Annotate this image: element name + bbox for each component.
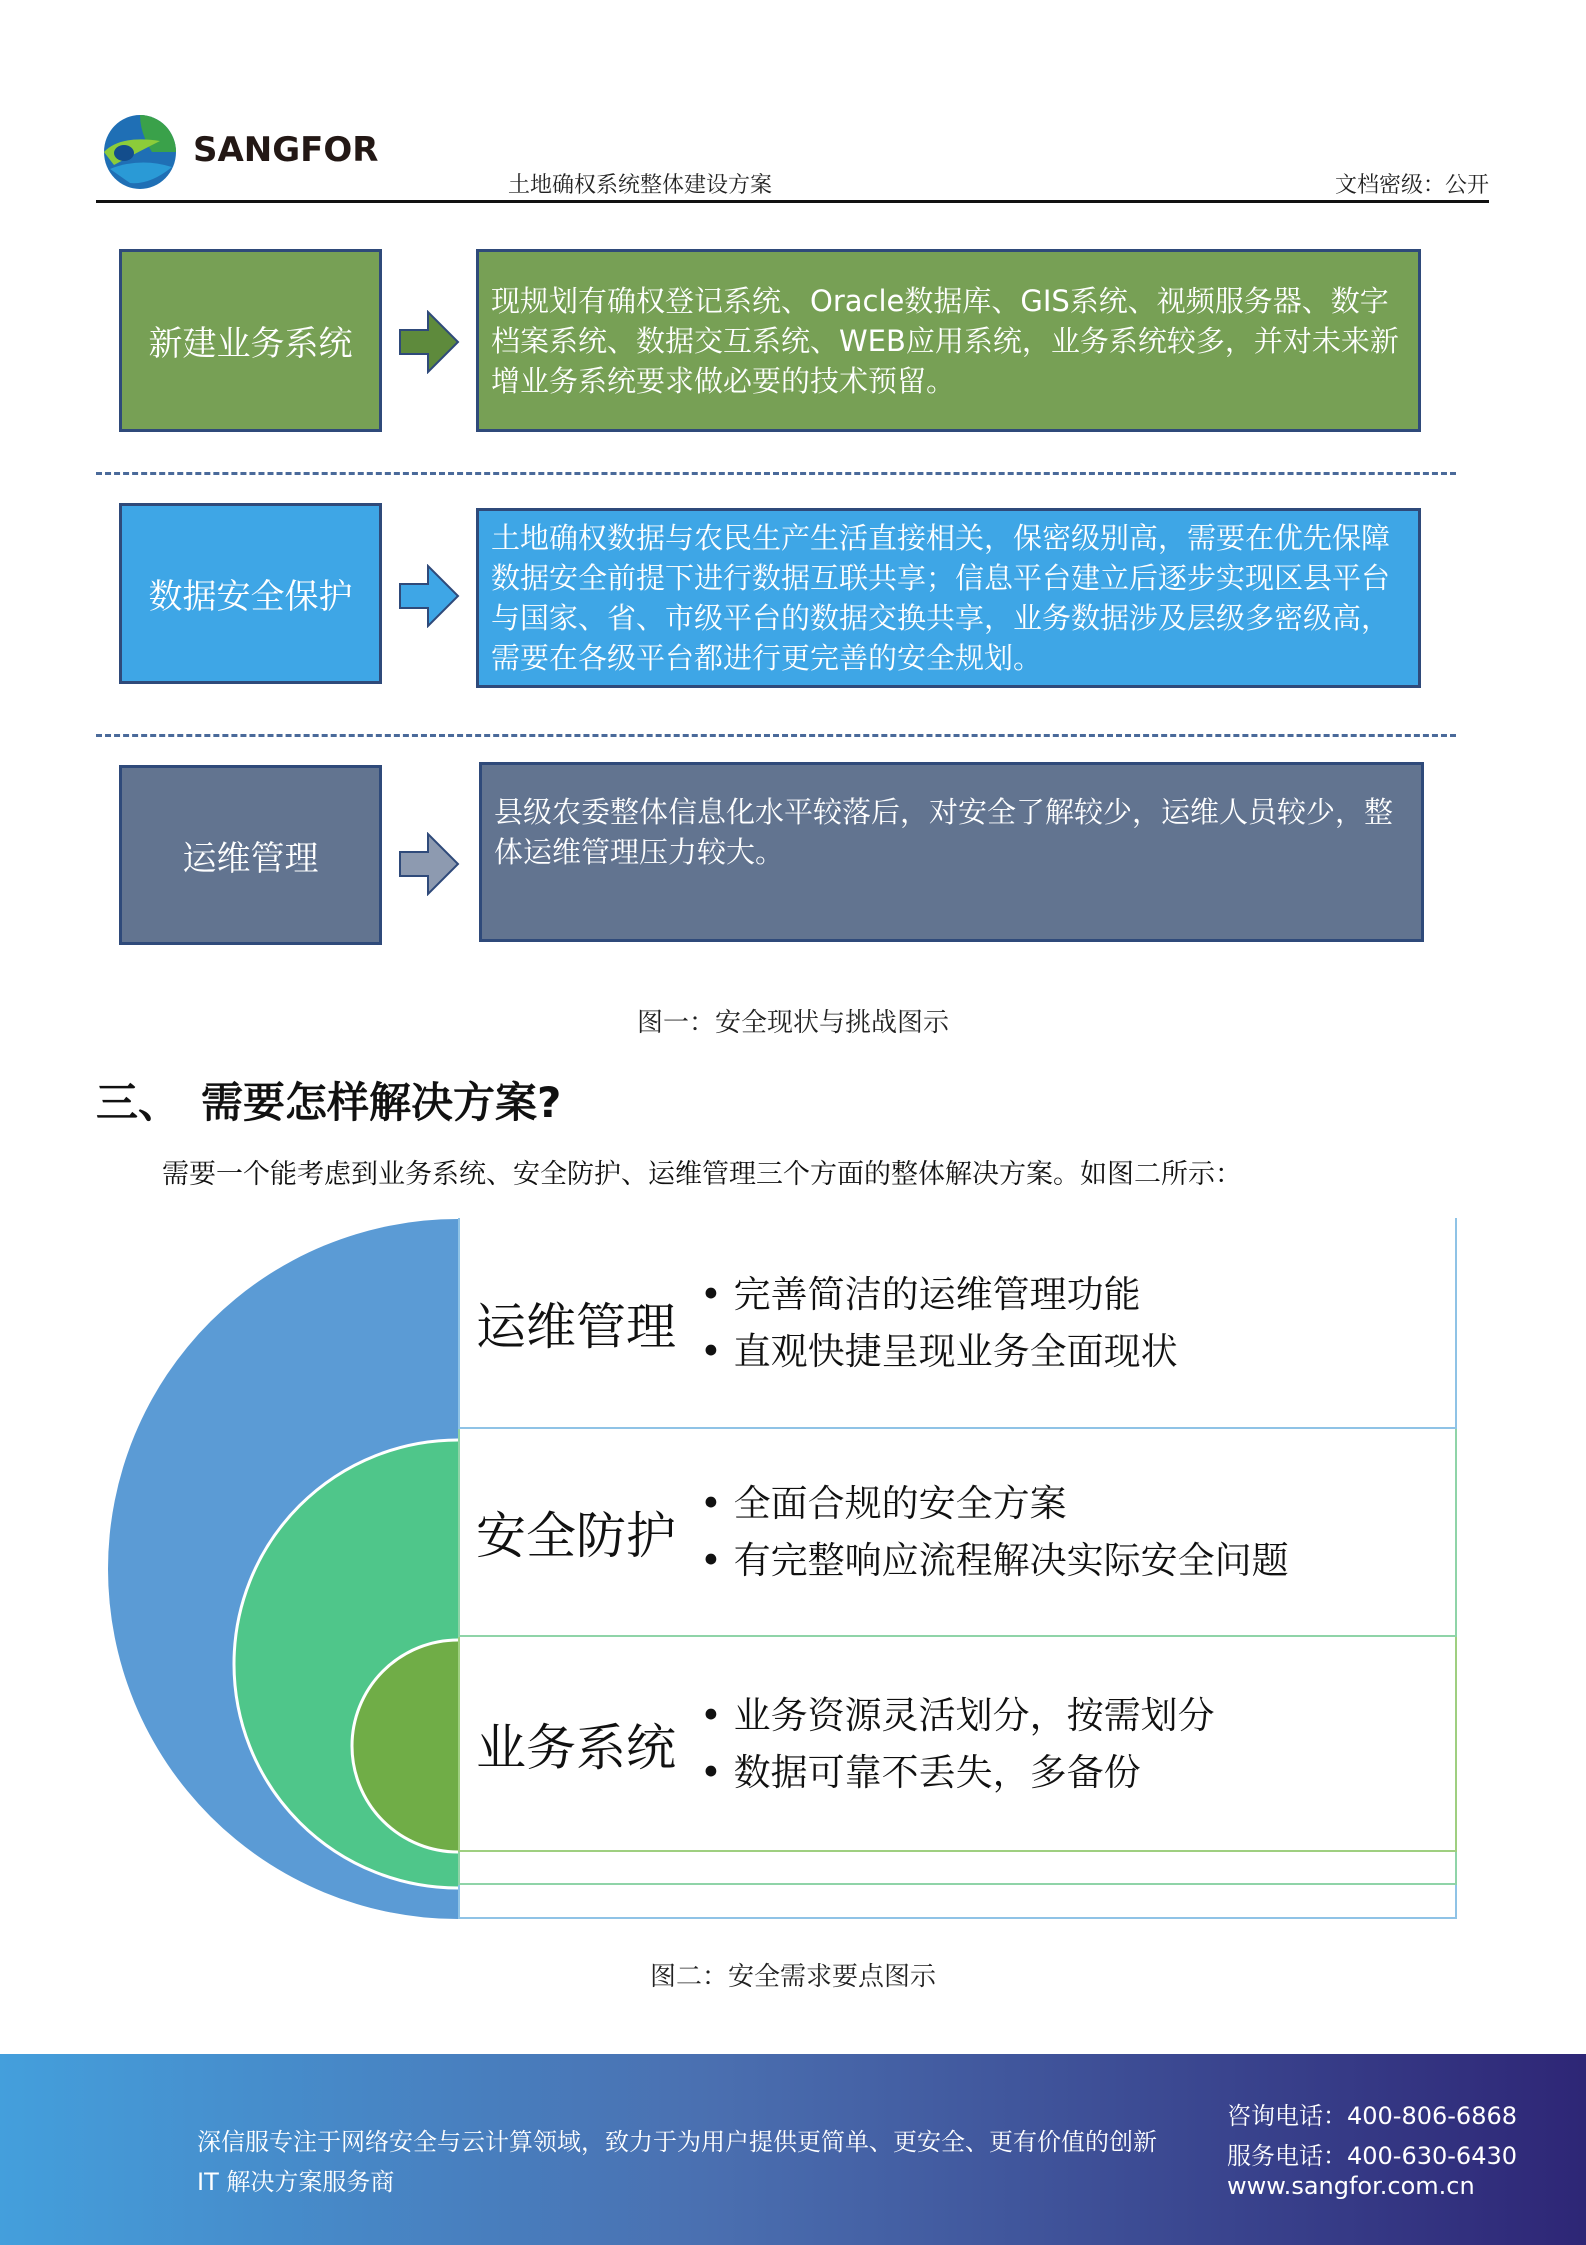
layered-circles-diagram xyxy=(100,1215,460,1923)
need-bullet: • 全面合规的安全方案 xyxy=(700,1475,1289,1532)
challenge-label-data-security: 数据安全保护 xyxy=(119,503,382,684)
header-divider xyxy=(96,200,1489,203)
need-bullet: • 有完整响应流程解决实际安全问题 xyxy=(700,1532,1289,1589)
need-bullet: • 业务资源灵活划分，按需划分 xyxy=(700,1687,1215,1744)
figure2-caption: 图二：安全需求要点图示 xyxy=(649,1962,936,1992)
classification: 文档密级：公开 xyxy=(1334,173,1489,198)
figure1-caption: 图一：安全现状与挑战图示 xyxy=(636,1008,949,1038)
arrow-right-icon xyxy=(398,832,460,896)
sangfor-logo-icon xyxy=(100,113,180,191)
challenge-desc-business: 现规划有确权登记系统、Oracle数据库、GIS系统、视频服务器、数字档案系统、数据交互系统、WEB应用系统，业务系统较多，并对未来新增业务系统要求做必要的技术预留。 xyxy=(476,249,1421,432)
challenge-desc-ops: 县级农委整体信息化水平较落后，对安全了解较少，运维人员较少，整体运维管理压力较大。 xyxy=(479,762,1424,942)
empty-row xyxy=(458,1852,1457,1885)
need-row-business xyxy=(458,1637,1457,1852)
need-row-security xyxy=(458,1429,1457,1637)
challenge-desc-data-security: 土地确权数据与农民生产生活直接相关，保密级别高，需要在优先保障数据安全前提下进行数据互联共享；信息平台建立后逐步实现区县平台与国家、省、市级平台的数据交换共享，业务数据涉及层级多密级高，需要在各级平台都进行更完善的安全规划。 xyxy=(476,508,1421,688)
challenge-label-business: 新建业务系统 xyxy=(119,249,382,432)
logo-text: SANGFOR xyxy=(193,130,379,170)
footer-slogan-line2: IT 解决方案服务商 xyxy=(197,2168,395,2196)
need-row-ops xyxy=(458,1218,1457,1429)
website-link[interactable]: www.sangfor.com.cn xyxy=(1227,2172,1475,2200)
doc-title: 土地确权系统整体建设方案 xyxy=(508,173,773,198)
section-paragraph: 需要一个能考虑到业务系统、安全防护、运维管理三个方面的整体解决方案。如图二所示： xyxy=(162,1159,1242,1190)
need-label: 安全防护 xyxy=(476,1507,676,1565)
empty-row xyxy=(458,1885,1457,1919)
need-bullet: • 直观快捷呈现业务全面现状 xyxy=(700,1323,1178,1380)
footer-slogan-line1: 深信服专注于网络安全与云计算领域，致力于为用户提供更简单、更安全、更有价值的创新 xyxy=(197,2128,1157,2156)
section-heading: 三、 需要怎样解决方案? xyxy=(96,1078,562,1127)
arrow-right-icon xyxy=(398,310,460,374)
need-label: 业务系统 xyxy=(476,1718,676,1777)
need-label: 运维管理 xyxy=(476,1297,676,1356)
challenge-label-ops: 运维管理 xyxy=(119,765,382,945)
dashed-divider xyxy=(96,472,1456,475)
arrow-right-icon xyxy=(398,564,460,628)
need-bullet: • 完善简洁的运维管理功能 xyxy=(700,1266,1178,1323)
service-phone: 服务电话：400-630-6430 xyxy=(1227,2142,1518,2170)
consult-phone: 咨询电话：400-806-6868 xyxy=(1227,2102,1518,2130)
dashed-divider xyxy=(96,734,1456,737)
footer-banner xyxy=(0,2054,1586,2245)
need-bullet: • 数据可靠不丢失，多备份 xyxy=(700,1744,1215,1801)
